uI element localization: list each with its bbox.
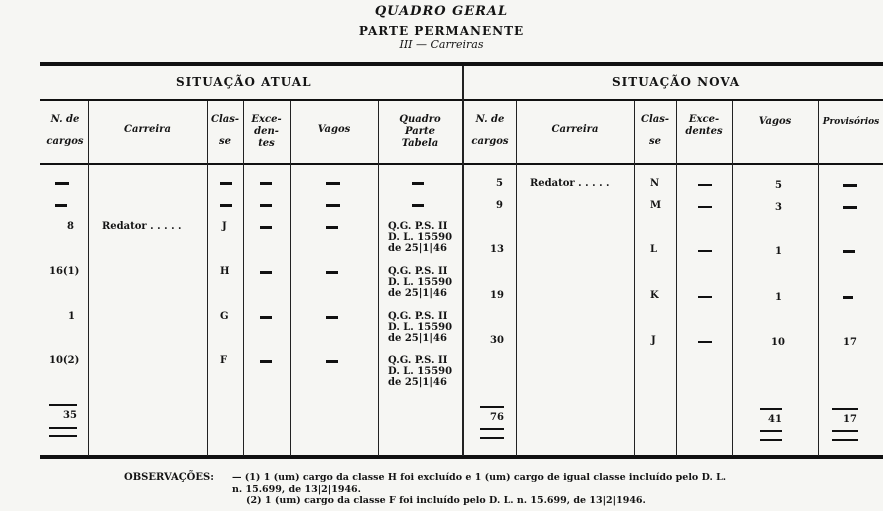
classe-cell: J: [651, 335, 656, 346]
total-rule: [49, 435, 77, 437]
row-dash: [843, 296, 853, 299]
classe-cell: F: [220, 355, 228, 366]
col-ncargos-left: N. de cargos: [46, 114, 84, 147]
row-dash: [698, 184, 712, 186]
row-dash: [412, 204, 424, 207]
right-total-provisorios: 17: [843, 414, 857, 425]
ncargos-cell: 19: [490, 290, 504, 301]
row-dash: [698, 296, 712, 298]
classe-cell: J: [222, 221, 227, 232]
row-dash: [843, 206, 857, 209]
classe-cell: G: [220, 311, 229, 322]
ncargos-cell: 8: [67, 221, 74, 232]
col-quadro: Quadro Parte Tabela: [399, 114, 441, 149]
col-excedentes-left: Exce- den- tes: [251, 114, 282, 149]
row-dash: [260, 360, 272, 363]
col-classe-right: Clas- se: [640, 114, 670, 147]
row-dash: [260, 226, 272, 229]
row-dash: [843, 184, 857, 187]
ncargos-cell: 1: [68, 311, 75, 322]
row-dash: [326, 182, 340, 185]
total-rule: [760, 439, 782, 441]
row-dash: [698, 206, 712, 208]
ncargos-cell: 10(2): [49, 355, 80, 366]
col-carreira-left: Carreira: [124, 124, 171, 135]
row-dash: [326, 360, 338, 363]
col-provisorios: Provisórios: [822, 117, 880, 127]
observacoes-line-3: (2) 1 (um) cargo da classe F foi incluído pelo D. L. n. 15.699, de 13|2|1946.: [246, 495, 646, 506]
ncargos-cell: 30: [490, 335, 504, 346]
total-rule: [832, 430, 858, 432]
row-dash: [260, 204, 272, 207]
classe-cell: L: [650, 244, 658, 255]
classe-cell: H: [220, 266, 230, 277]
classe-cell: K: [650, 290, 659, 301]
col-excedentes-right: Exce- dentes: [685, 114, 723, 137]
row-dash: [220, 204, 232, 207]
col-carreira-right: Carreira: [551, 124, 599, 135]
classe-cell: M: [650, 200, 662, 211]
quadro-cell: Q.G. P.S. II D. L. 15590 de 25|1|46: [388, 355, 453, 388]
row-dash: [260, 316, 272, 319]
col-ncargos-right: N. de cargos: [471, 114, 509, 147]
row-dash: [55, 182, 69, 185]
total-rule: [49, 427, 77, 429]
total-rule: [49, 404, 77, 406]
total-rule: [480, 437, 504, 439]
section-left-heading: SITUAÇÃO ATUAL: [176, 75, 312, 89]
row-dash: [326, 226, 338, 229]
row-dash: [412, 182, 424, 185]
row-dash: [55, 204, 67, 207]
observacoes-line-1: — (1) 1 (um) cargo da classe H foi excluído e 1 (um) cargo de igual classe incluído pelo D. L.: [232, 472, 727, 483]
total-rule: [832, 439, 858, 441]
column-divider: [88, 101, 89, 456]
vagos-cell: 3: [775, 202, 782, 213]
column-divider: [732, 101, 733, 456]
vagos-cell: 1: [775, 246, 782, 257]
col-classe-left: Clas- se: [210, 114, 240, 147]
classe-cell: N: [650, 178, 660, 189]
carreira-cell: Redator . . . . .: [102, 221, 182, 232]
row-dash: [843, 250, 855, 253]
row-dash: [698, 341, 712, 343]
column-divider: [290, 101, 291, 456]
row-dash: [260, 271, 272, 274]
row-dash: [260, 182, 272, 185]
vagos-cell: 5: [775, 180, 782, 191]
right-total-ncargos: 76: [490, 412, 504, 423]
carreira-cell: Redator . . . . .: [530, 178, 610, 189]
total-rule: [760, 430, 782, 432]
total-rule: [760, 408, 782, 410]
observacoes-line-2: n. 15.699, de 13|2|1946.: [232, 484, 361, 495]
column-divider: [634, 101, 635, 456]
total-rule: [480, 406, 504, 408]
section-title: III — Carreiras: [399, 38, 484, 51]
quadro-cell: Q.G. P.S. II D. L. 15590 de 25|1|46: [388, 221, 453, 254]
quadro-cell: Q.G. P.S. II D. L. 15590 de 25|1|46: [388, 266, 453, 299]
column-divider: [818, 101, 819, 456]
page-subtitle: PARTE PERMANENTE: [358, 24, 525, 38]
quadro-cell: Q.G. P.S. II D. L. 15590 de 25|1|46: [388, 311, 453, 344]
col-vagos-right: Vagos: [758, 116, 792, 127]
provisorios-cell: 17: [843, 337, 857, 348]
column-divider: [378, 101, 379, 456]
column-divider: [676, 101, 677, 456]
col-vagos-left: Vagos: [317, 124, 351, 135]
column-divider: [243, 101, 244, 456]
row-dash: [698, 250, 712, 252]
page-title: QUADRO GERAL: [374, 4, 509, 19]
row-dash: [326, 316, 338, 319]
row-dash: [326, 204, 340, 207]
section-right-heading: SITUAÇÃO NOVA: [612, 75, 741, 89]
vagos-cell: 1: [775, 292, 782, 303]
vagos-cell: 10: [771, 337, 785, 348]
ncargos-cell: 5: [496, 178, 503, 189]
ncargos-cell: 13: [490, 244, 504, 255]
total-rule: [832, 408, 858, 410]
total-rule: [480, 428, 504, 430]
right-total-vagos: 41: [768, 414, 782, 425]
ncargos-cell: 9: [496, 200, 503, 211]
row-dash: [326, 271, 338, 274]
row-dash: [220, 182, 232, 185]
observacoes-label: OBSERVAÇÕES:: [124, 472, 214, 483]
column-divider: [516, 101, 517, 456]
ncargos-cell: 16(1): [49, 266, 80, 277]
column-divider: [207, 101, 208, 456]
left-total: 35: [63, 410, 77, 421]
